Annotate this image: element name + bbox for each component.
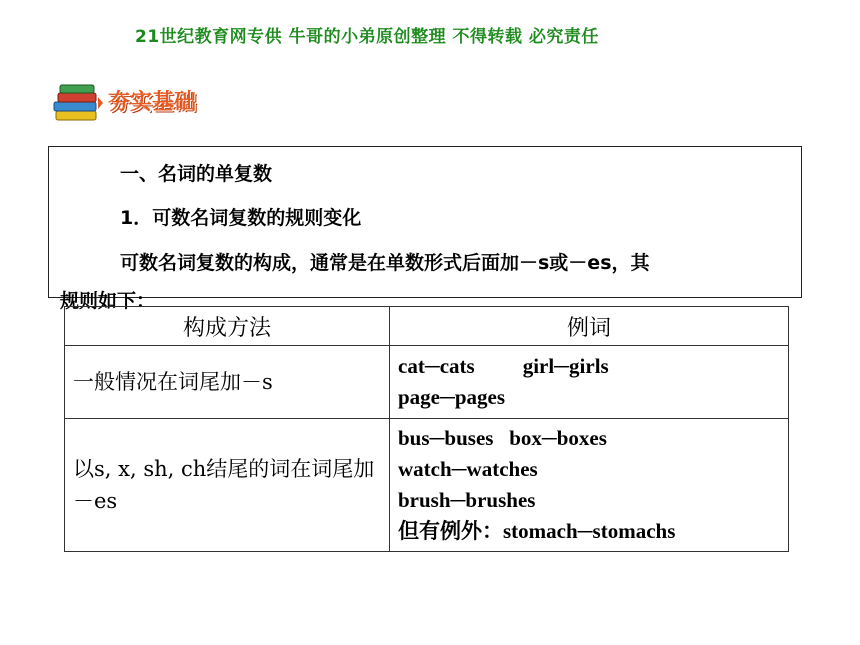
section-logo bbox=[52, 83, 222, 123]
header-method: 构成方法 bbox=[65, 307, 390, 346]
heading: 一、名词的单复数 bbox=[120, 163, 273, 185]
example: bus─buses bbox=[398, 426, 494, 450]
subheading: 1．可数名词复数的规则变化 bbox=[120, 207, 362, 229]
method-cell: 以s, x, sh, ch结尾的词在词尾加－es bbox=[65, 419, 390, 552]
section-title: 夯实基础 bbox=[108, 90, 197, 115]
plural-rules-table bbox=[64, 306, 789, 552]
body-line-1: 可数名词复数的构成，通常是在单数形式后面加－s或－es，其 bbox=[120, 252, 650, 274]
example: watch─watches bbox=[398, 457, 538, 481]
example: girl─girls bbox=[522, 354, 609, 378]
example-line bbox=[398, 423, 780, 454]
examples-cell bbox=[390, 346, 789, 419]
example: cat─cats bbox=[398, 354, 475, 378]
table-row bbox=[65, 346, 789, 419]
books-icon bbox=[52, 83, 104, 123]
top-banner: 21世纪教育网专供 牛哥的小弟原创整理 不得转载 必究责任 bbox=[135, 27, 599, 47]
method-cell: 一般情况在词尾加－s bbox=[65, 346, 390, 419]
example-line bbox=[398, 351, 780, 382]
header-examples: 例词 bbox=[390, 307, 789, 346]
example: 但有例外：stomach─stomachs bbox=[398, 519, 676, 543]
body-line-2: 规则如下： bbox=[60, 290, 156, 312]
table-header-row bbox=[65, 307, 789, 346]
table-row bbox=[65, 419, 789, 552]
examples-cell bbox=[390, 419, 789, 552]
example: brush─brushes bbox=[398, 488, 536, 512]
example: box─boxes bbox=[509, 426, 607, 450]
example: page─pages bbox=[398, 385, 506, 409]
